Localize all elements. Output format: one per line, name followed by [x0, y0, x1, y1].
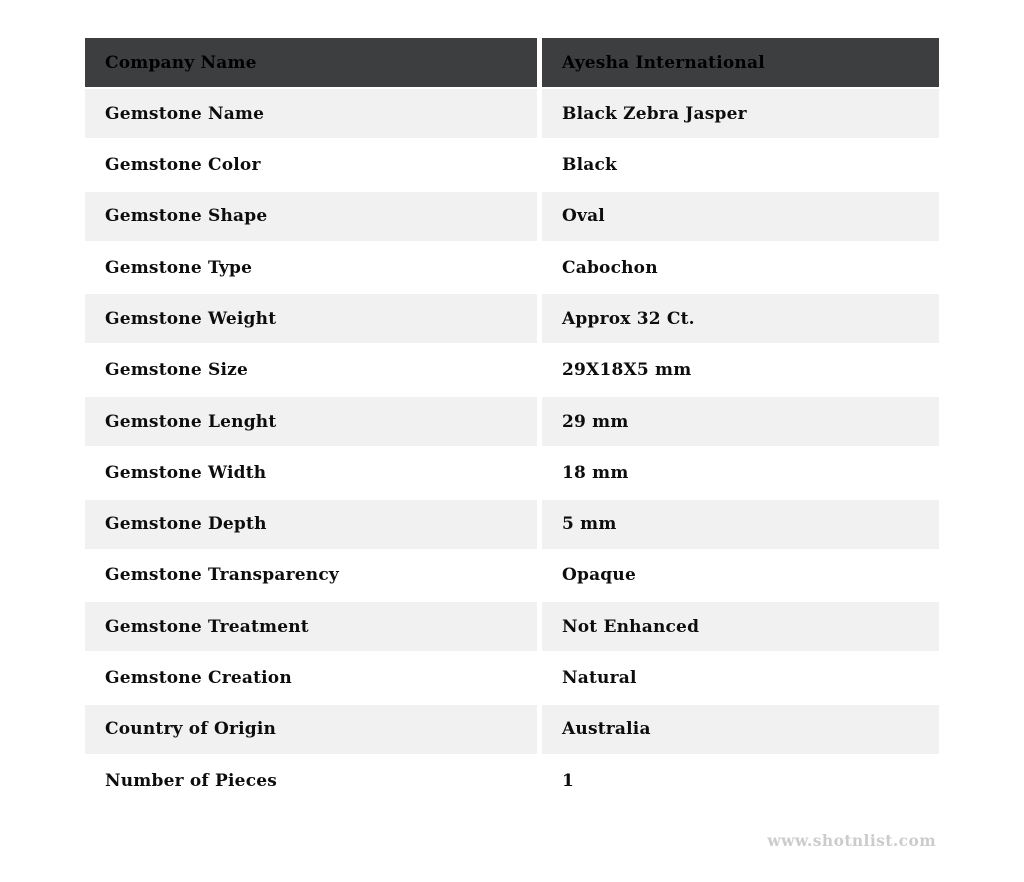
- table-row: [85, 705, 939, 754]
- field-label-cell: Gemstone Shape: [85, 192, 537, 241]
- table-row: [85, 551, 939, 600]
- field-label-cell: Gemstone Weight: [85, 294, 537, 343]
- field-value-cell: Natural: [542, 654, 939, 703]
- field-value-cell: Black Zebra Jasper: [542, 89, 939, 138]
- field-label-cell: Gemstone Depth: [85, 500, 537, 549]
- field-label-cell: Gemstone Transparency: [85, 551, 537, 600]
- header-label-cell: Company Name: [85, 38, 537, 87]
- table-row: [85, 346, 939, 395]
- gemstone-spec-table: [85, 38, 939, 805]
- table-row: [85, 141, 939, 190]
- table-row: [85, 500, 939, 549]
- field-label-cell: Gemstone Creation: [85, 654, 537, 703]
- field-label-cell: Gemstone Size: [85, 346, 537, 395]
- field-label-cell: Gemstone Lenght: [85, 397, 537, 446]
- table-row: [85, 89, 939, 138]
- table-row: [85, 243, 939, 292]
- field-value-cell: 29 mm: [542, 397, 939, 446]
- table-row: [85, 602, 939, 651]
- field-label-cell: Gemstone Type: [85, 243, 537, 292]
- table-row: [85, 448, 939, 497]
- field-label-cell: Gemstone Name: [85, 89, 537, 138]
- watermark-text: www.shotnlist.com: [767, 831, 936, 850]
- table-row: [85, 756, 939, 805]
- table-row: [85, 294, 939, 343]
- header-value-cell: Ayesha International: [542, 38, 939, 87]
- field-label-cell: Gemstone Width: [85, 448, 537, 497]
- field-value-cell: Oval: [542, 192, 939, 241]
- field-label-cell: Gemstone Treatment: [85, 602, 537, 651]
- table-row: [85, 192, 939, 241]
- table-row: [85, 654, 939, 703]
- field-value-cell: 5 mm: [542, 500, 939, 549]
- field-label-cell: Number of Pieces: [85, 756, 537, 805]
- field-value-cell: Cabochon: [542, 243, 939, 292]
- field-value-cell: Black: [542, 141, 939, 190]
- field-value-cell: Approx 32 Ct.: [542, 294, 939, 343]
- field-value-cell: 1: [542, 756, 939, 805]
- field-value-cell: 29X18X5 mm: [542, 346, 939, 395]
- field-value-cell: Not Enhanced: [542, 602, 939, 651]
- field-label-cell: Gemstone Color: [85, 141, 537, 190]
- field-value-cell: Australia: [542, 705, 939, 754]
- table-header-row: [85, 38, 939, 87]
- table-row: [85, 397, 939, 446]
- field-label-cell: Country of Origin: [85, 705, 537, 754]
- field-value-cell: Opaque: [542, 551, 939, 600]
- field-value-cell: 18 mm: [542, 448, 939, 497]
